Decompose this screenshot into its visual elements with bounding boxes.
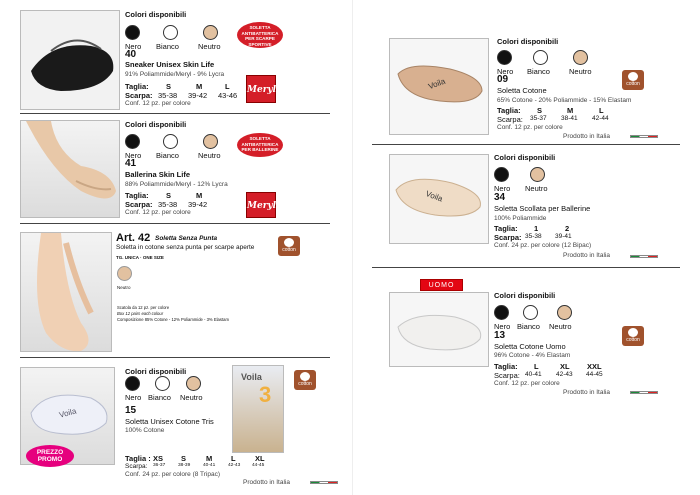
size-s: S [166,191,172,200]
voila-sock-mark: Voila [58,406,78,420]
swatch-bianco [533,50,548,65]
pack-note-it: Scatola da 12 pz. per colore [117,305,170,310]
sneaker-sock-image [21,11,120,110]
product-code: 09 [497,74,509,85]
shoe-size-3: 40-41 [203,463,216,468]
swatch-neutro [203,25,218,40]
uomo-tag: UOMO [420,279,463,291]
shoe-size-2: 39-42 [188,200,208,209]
color-label-nero: Nero [125,393,142,402]
shoe-label: Scarpa: [497,115,523,124]
product-34-photo [389,154,489,244]
shoe-size-3: 44-45 [586,371,603,378]
product-40-photo [20,10,120,110]
size-m: M [196,82,203,91]
size-label: Taglia: [497,106,521,115]
cotton-ball-icon [284,238,294,247]
product-composition: 100% Cotone [125,427,165,434]
antibacterial-badge: SOLETTA ANTIBATTERICA PER BALLERINE [237,133,283,157]
cotton-ball-icon [628,328,638,337]
color-label-bianco: Bianco [527,67,550,76]
cotton-logo [622,70,644,90]
cotton-label: cotton [626,337,640,343]
shoe-size-1: 40-41 [525,371,542,378]
product-09-photo [389,38,489,135]
promo-badge: PREZZO PROMO [26,445,74,467]
pack-info: Conf. 12 pz. per colore [497,124,563,131]
swatch-neutro [573,50,588,65]
size-2: 2 [565,224,570,233]
cotton-ball-icon [628,72,638,81]
color-label-bianco: Bianco [148,393,171,402]
swatch-nero [497,50,512,65]
size-m: M [206,454,213,463]
shoe-size-5: 44-45 [252,463,265,468]
art-code: Art. 42 [116,232,151,244]
voila-logo: Voila [427,76,447,92]
swatch-bianco [155,376,170,391]
pack-brand: Voila [241,372,262,382]
shoe-size-2: 39-41 [555,233,572,240]
color-label-neutro: Neutro [525,184,548,193]
swatch-bianco [163,25,178,40]
color-label-nero: Nero [497,67,514,76]
color-label-nero: Nero [125,42,142,51]
shoe-label: Scarpa: [125,463,148,470]
pack-info: Conf. 24 pz. per colore (8 Tripac) [125,471,221,478]
size-label: Taglia : [125,454,151,463]
product-composition: 96% Cotone - 4% Elastam [494,352,571,359]
product-code: 13 [494,330,506,341]
cotton-logo [294,370,316,390]
size-l: L [225,82,230,91]
shoe-label: Scarpa: [494,233,522,242]
shoe-size-1: 35-38 [158,91,178,100]
cotton-label: cotton [298,381,312,387]
made-in-italy: Prodotto in Italia [563,252,610,259]
shoe-size-2: 38-39 [178,463,191,468]
size-xl: XL [255,454,265,463]
pack-number: 3 [259,382,272,407]
color-label-nero: Nero [125,151,142,160]
ballerina-sock-image [21,121,120,218]
shoe-size-3: 42-44 [592,115,609,122]
p41-colors-title: Colori disponibili [125,120,187,129]
voila-logo: Voila [424,189,444,204]
made-in-italy: Prodotto in Italia [563,389,610,396]
cotton-insole-image [390,39,489,135]
product-41-photo [20,120,120,218]
shoe-size-1: 35-38 [525,233,542,240]
color-label-nero: Nero [494,184,511,193]
shoe-size-1: 35-38 [158,200,178,209]
color-label-neutro: Neutro [198,42,221,51]
product-name: Soletta Cotone [497,86,547,95]
shoe-size-4: 42-43 [228,463,241,468]
size-xs: XS [153,454,164,463]
swatch-neutro [557,305,572,320]
color-label-neutro: Neutro [117,285,131,290]
section-divider [20,223,330,224]
product-13-photo [389,292,489,367]
section-divider [20,357,330,358]
italy-flag-icon [630,391,658,394]
shoe-size-2: 38-41 [561,115,578,122]
product-composition: 91% Poliammide/Meryl - 9% Lycra [125,71,225,78]
italy-flag-icon [310,481,338,484]
cotton-logo [278,236,300,256]
pack-info: Conf. 12 pz. per colore [125,209,191,216]
swatch-neutro [117,266,132,281]
product-code: 15 [125,405,137,416]
product-composition: 65% Cotone - 20% Poliammide - 15% Elastam [497,97,632,104]
cotton-label: cotton [626,81,640,87]
p09-colors-title: Colori disponibili [497,37,559,46]
p15-colors-title: Colori disponibili [125,367,187,376]
product-name: Soletta Cotone Uomo [494,342,566,351]
size-label: Taglia: [494,224,518,233]
shoe-size-2: 42-43 [556,371,573,378]
color-label-bianco: Bianco [156,42,179,51]
size-l: L [534,362,539,371]
pack-info: Conf. 12 pz. per colore [494,380,560,387]
pack-note-en: Box 12 pairs each colour [117,311,164,316]
product-name: Ballerina Skin Life [125,170,191,179]
color-label-nero: Nero [494,322,511,331]
size-m: M [196,191,203,200]
swatch-neutro [530,167,545,182]
art-description: Soletta in cotone senza punta per scarpe aperte [116,244,255,251]
swatch-nero [494,167,509,182]
product-composition: 100% Poliammide [494,215,547,222]
meryl-logo: Meryl [246,192,276,218]
swatch-neutro [203,134,218,149]
made-in-italy: Prodotto in Italia [243,479,290,486]
shoe-size-1: 36-37 [153,463,166,468]
swatch-nero [125,25,140,40]
meryl-logo: Meryl [246,75,276,103]
p40-colors-title: Colori disponibili [125,10,187,19]
product-42-photo [20,232,112,352]
color-label-neutro: Neutro [198,151,221,160]
color-label-bianco: Bianco [156,151,179,160]
art-subtitle: Soletta Senza Punta [155,235,218,242]
product-code: 41 [125,158,137,169]
italy-flag-icon [630,135,658,138]
pack-photo [232,365,284,453]
product-name: Soletta Unisex Cotone Tris [125,417,214,426]
men-cotton-insole-image [390,293,489,367]
cotton-ball-icon [300,372,310,381]
shoe-label: Scarpa: [125,91,153,100]
p34-colors-title: Colori disponibili [494,153,556,162]
swatch-bianco [523,305,538,320]
size-m: M [567,106,574,115]
color-label-neutro: Neutro [569,67,592,76]
product-name: Soletta Scollata per Ballerine [494,204,591,213]
antibacterial-badge: SOLETTA ANTIBATTERICA PER SCARPE SPORTIVE [237,22,283,48]
shoe-label: Scarpa: [494,371,520,380]
color-label-neutro: Neutro [180,393,203,402]
swatch-nero [125,376,140,391]
swatch-bianco [163,134,178,149]
shoe-size-3: 43-46 [218,91,238,100]
size-xxl: XXL [587,362,602,371]
size-1: 1 [534,224,539,233]
size-s: S [181,454,187,463]
size-l: L [231,454,236,463]
product-code: 40 [125,49,137,60]
p13-colors-title: Colori disponibili [494,291,556,300]
size-label: Taglia: [125,191,149,200]
size-xl: XL [560,362,570,371]
section-divider [20,113,330,114]
swatch-nero [494,305,509,320]
size-s: S [537,106,543,115]
size-l: L [599,106,604,115]
pack-info: Conf. 24 pz. per colore (12 Bipac) [494,242,592,249]
section-divider [372,267,680,268]
shoe-label: Scarpa: [125,200,153,209]
size-label: Taglia: [125,82,149,91]
section-divider [372,144,680,145]
size-s: S [166,82,172,91]
cotton-logo [622,326,644,346]
art-size: TG. UNICA · ONE SIZE [116,255,164,260]
color-label-neutro: Neutro [549,322,572,331]
page-spine [352,0,353,495]
swatch-neutro [186,376,201,391]
made-in-italy: Prodotto in Italia [563,133,610,140]
pack-info: Conf. 12 pz. per colore [125,100,191,107]
color-label-bianco: Bianco [517,322,540,331]
shoe-size-1: 35-37 [530,115,547,122]
cotton-label: cotton [282,247,296,253]
swatch-nero [125,134,140,149]
composition-note: Composizione 85% Cotone - 12% Poliammide - 3% Elastam [117,317,229,322]
product-name: Sneaker Unisex Skin Life [125,60,215,69]
shoe-size-2: 39-42 [188,91,208,100]
size-label: Taglia: [494,362,518,371]
italy-flag-icon [630,255,658,258]
product-code: 34 [494,192,506,203]
product-composition: 88% Poliammide/Meryl - 12% Lycra [125,181,228,188]
ballerina-insole-image [390,155,489,244]
toeless-sock-image [21,233,112,352]
